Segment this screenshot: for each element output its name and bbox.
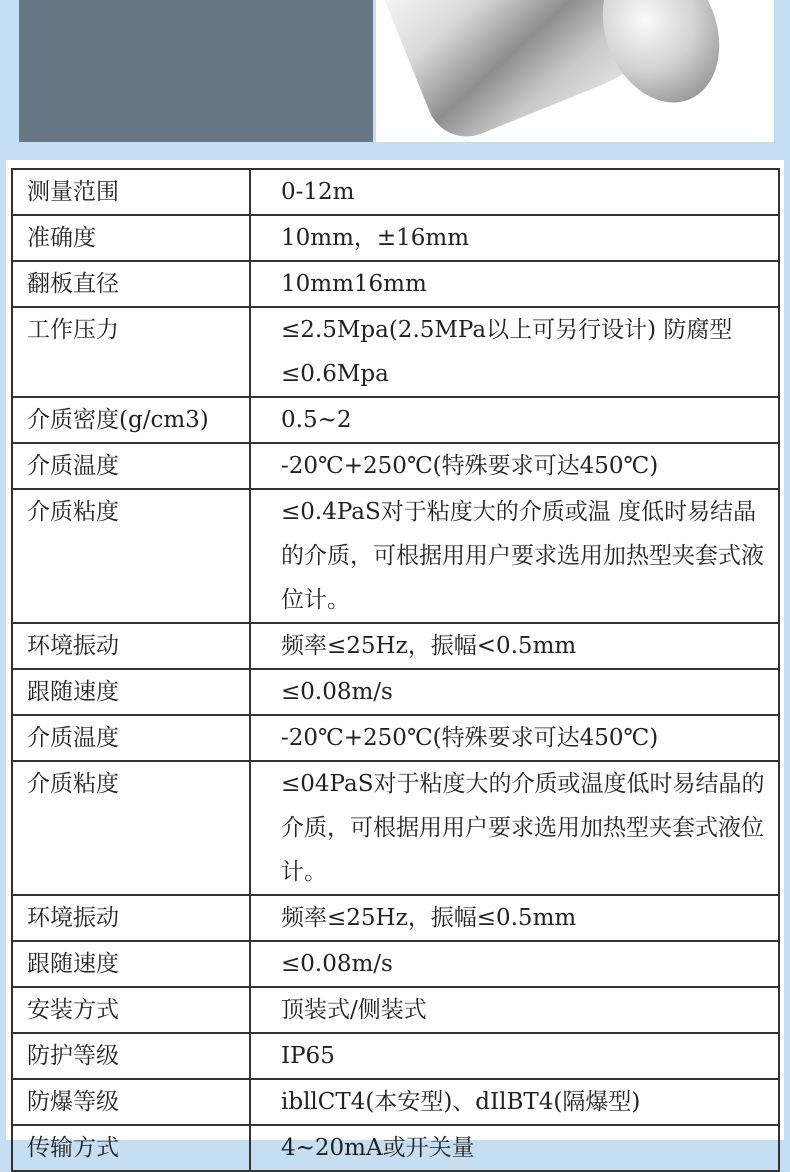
row-value: ≤0.08m/s <box>250 941 779 987</box>
table-row <box>12 941 779 987</box>
table-row <box>12 1079 779 1125</box>
row-value: 10mm，±16mm <box>250 215 779 261</box>
row-label: 环境振动 <box>12 895 250 941</box>
row-label: 跟随速度 <box>12 669 250 715</box>
row-value: ≤0.08m/s <box>250 669 779 715</box>
row-value: 0.5~2 <box>250 397 779 443</box>
row-value: -20℃+250℃(特殊要求可达450℃) <box>250 715 779 761</box>
row-label: 测量范围 <box>12 169 250 215</box>
table-row <box>12 761 779 895</box>
row-label: 准确度 <box>12 215 250 261</box>
row-label: 介质温度 <box>12 715 250 761</box>
row-label: 介质粘度 <box>12 761 250 895</box>
table-row <box>12 1033 779 1079</box>
row-value: 10mm16mm <box>250 261 779 307</box>
table-row <box>12 623 779 669</box>
table-row <box>12 169 779 215</box>
table-row <box>12 261 779 307</box>
row-value: 4~20mA或开关量 <box>250 1125 779 1171</box>
row-label: 跟随速度 <box>12 941 250 987</box>
table-row <box>12 715 779 761</box>
row-label: 传输方式 <box>12 1125 250 1171</box>
row-label: 介质温度 <box>12 443 250 489</box>
table-row <box>12 895 779 941</box>
table-row <box>12 215 779 261</box>
product-photo <box>376 0 774 142</box>
table-row <box>12 307 779 397</box>
row-label: 工作压力 <box>12 307 250 397</box>
row-label: 翻板直径 <box>12 261 250 307</box>
table-row <box>12 443 779 489</box>
row-value: 频率≤25Hz，振幅≤0.5mm <box>250 895 779 941</box>
table-row <box>12 489 779 623</box>
gray-panel <box>19 0 373 142</box>
row-label: 安装方式 <box>12 987 250 1033</box>
row-label: 介质密度(g/cm3) <box>12 397 250 443</box>
table-row <box>12 397 779 443</box>
row-value: 频率≤25Hz，振幅<0.5mm <box>250 623 779 669</box>
row-value: ibllCT4(本安型)、dIlBT4(隔爆型) <box>250 1079 779 1125</box>
row-value: ≤04PaS对于粘度大的介质或温度低时易结晶的介质，可根据用用户要求选用加热型夹套式液位计。 <box>250 761 779 895</box>
row-label: 环境振动 <box>12 623 250 669</box>
top-banner <box>0 0 790 160</box>
table-row <box>12 987 779 1033</box>
table-row <box>12 669 779 715</box>
row-label: 防护等级 <box>12 1033 250 1079</box>
row-label: 介质粘度 <box>12 489 250 623</box>
row-value: -20℃+250℃(特殊要求可达450℃) <box>250 443 779 489</box>
row-value: ≤2.5Mpa(2.5MPa以上可另行设计) 防腐型≤0.6Mpa <box>250 307 779 397</box>
table-row <box>12 1125 779 1171</box>
row-value: 0-12m <box>250 169 779 215</box>
row-value: IP65 <box>250 1033 779 1079</box>
row-value: ≤0.4PaS对于粘度大的介质或温 度低时易结晶的介质，可根据用用户要求选用加热型夹套式液位计。 <box>250 489 779 623</box>
spec-table-panel <box>6 160 784 1161</box>
spec-table <box>11 168 780 1172</box>
row-value: 顶装式/侧装式 <box>250 987 779 1033</box>
row-label: 防爆等级 <box>12 1079 250 1125</box>
